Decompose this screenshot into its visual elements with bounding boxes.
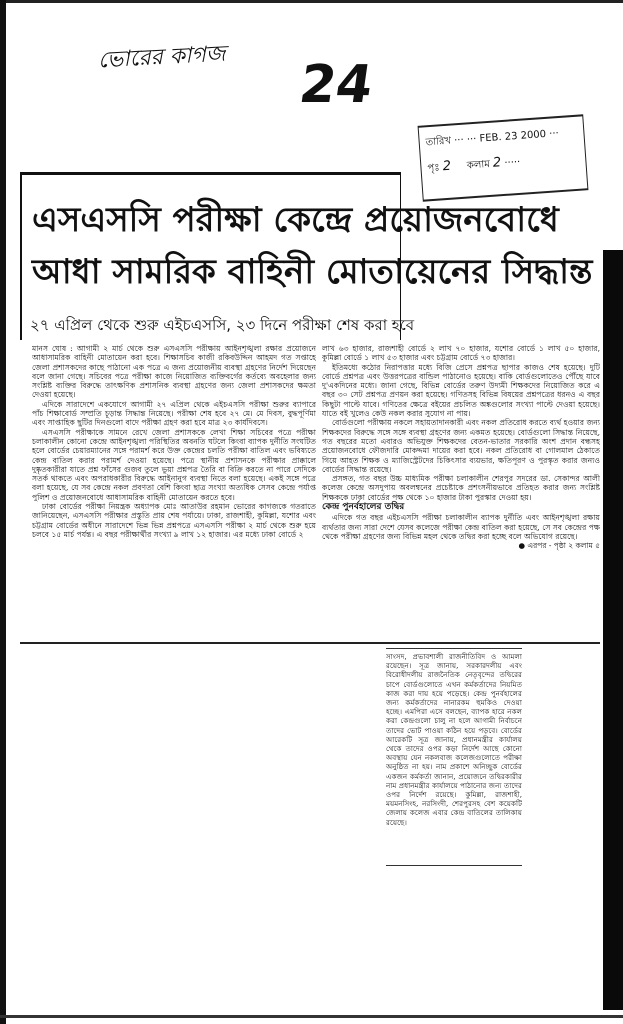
stamp-column-value: 2 bbox=[492, 155, 502, 171]
paragraph: বোর্ডগুলো পরীক্ষায় নকলে সহায়তাদানকারী এবং নকল প্রতিরোধ করতে ব্যর্থ হওয়ার জন্য শিক্ষকদের বিরুদ্ধে সঙ্গে সঙ্গে ব্যবস্থা গ্রহণের জন্য একমত হয়েছে। বোর্ডগুলো সিদ্ধান্ত নিয়েছে, গত বছরের মতো এবারও অভিযুক্ত শিক্ষকদের বেতন-ভাতার সরকারি অংশ প্রদান বন্ধসহ প্রয়োজনবোধে ফৌজদারি মোকদ্দমা দায়ের করা হবে। নকল প্রতিরোধ বা গোলমাল ঠেকাতে গিয়ে আহত শিক্ষক ও ম্যাজিস্ট্রেটদের চিকিৎসার ব্যয়ভার, ক্ষতিপূরণ ও পুরস্কৃত করার জন্যও বোর্ডের সিদ্ধান্ত রয়েছে। bbox=[322, 418, 600, 474]
date-stamp: তারিখ ··· ··· FEB. 23 2000 ··· পৃঃ 2 কলাম 2 ····· bbox=[418, 114, 589, 201]
subheadline: ২৭ এপ্রিল থেকে শুরু এইচএসসি, ২৩ দিনে পরীক্ষা শেষ করা হবে bbox=[30, 316, 415, 334]
clipping-bottom-rule bbox=[20, 642, 600, 644]
stamp-page-label: পৃঃ bbox=[427, 162, 441, 175]
scan-border-top bbox=[0, 0, 623, 3]
scan-border-right bbox=[603, 250, 623, 1010]
continued-on-note: ● এরপর - পৃষ্ঠা ২ কলাম ৫ bbox=[518, 541, 600, 551]
paragraph: প্রসঙ্গত, গত বছর উচ্চ মাধ্যমিক পরীক্ষা চলাকালীন শেরপুর সদরের ডা. সেকান্দর আলী কলেজ কেন্দ্রে অসদুপায় অবলম্বনের প্রচেষ্টাকে প্রশংসনীয়ভাবে প্রতিহত করার জন্য সংশ্লিষ্ট শিক্ষককে ঢাকা বোর্ডের পক্ষ থেকে ১০ হাজার টাকা পুরস্কার দেওয়া হয়। bbox=[322, 474, 600, 502]
article-clipping bbox=[20, 172, 600, 647]
paragraph: ঢাকা বোর্ডের পরীক্ষা নিয়ন্ত্রক অধ্যাপক মোঃ আতাউর রহমান ভোরের কাগজকে গতরাতে জানিয়েছেন, এসএসসি পরীক্ষার প্রস্তুতি প্রায় শেষ পর্যায়ে। ঢাকা, রাজশাহী, কুমিল্লা, যশোর এবং চট্টগ্রাম বোর্ডের অধীনে সারাদেশে ভিন্ন ভিন্ন প্রশ্নপত্রে এসএসসি পরীক্ষা ২ মার্চ থেকে শুরু হয়ে চলবে ১৫ মার্চ পর্যন্ত। এ বছর পরীক্ষার্থীর সংখ্যা ৯ লাখ ১২ হাজার। এর মধ্যে ঢাকা বোর্ডে ২ bbox=[32, 502, 316, 539]
scan-border-left bbox=[0, 0, 6, 1024]
paragraph: মানস ঘোষ : আগামী ২ মার্চ থেকে শুরু এসএসসি পরীক্ষায় আইনশৃঙ্খলা রক্ষার প্রয়োজনে আধাসামরিক বাহিনী মোতায়েন করা হবে। শিক্ষাসচিব কাজী রকিবউদ্দিন আহমদ গত সপ্তাহে জেলা প্রশাসকদের কাছে পাঠানো এক পত্রে এ জন্য প্রয়োজনীয় ব্যবস্থা গ্রহণের নির্দেশ দিয়েছেন বলে জানা গেছে। সচিবের পত্রে পরীক্ষা কাজে নিয়োজিত ব্যক্তিবর্গের কর্তব্যে অবহেলার জন্য সংশ্লিষ্ট ব্যক্তির বিরুদ্ধে তাৎক্ষণিক প্রশাসনিক ব্যবস্থা গ্রহণের জন্য জেলা প্রশাসকদের ক্ষমতা দেওয়া হয়েছে। bbox=[32, 344, 316, 400]
paragraph: সাংসদ, প্রভাবশালী রাজনীতিবিদ ও আমলা রয়েছেন। সূত্র জানায়, সরকারদলীয় এবং বিরোধীদলীয় রাজনৈতিক নেতৃবৃন্দের তদ্বিরের চাপে বোর্ডগুলোতে এখন কর্মকর্তাদের নিয়মিত কাজ করা দায় হয়ে পড়েছে। কেন্দ্র পুনর্বহালের জন্য কর্মকর্তাদের নানারকম হুমকিও দেওয়া হচ্ছে। এমপিরা এসে বলছেন, ব্যাপক হারে নকল করা কেন্দ্রগুলো চালু না হলে আগামী নির্বাচনে তাদের ভোট পাওয়া কঠিন হয়ে পড়বে। বোর্ডের আরেকটি সূত্র জানায়, প্রধানমন্ত্রীর কার্যালয় থেকে তাদের ওপর কড়া নির্দেশ আছে কোনো অবস্থায় যেন নকলবাজ কলেজগুলোতে পরীক্ষা অনুষ্ঠিত না হয়। নাম প্রকাশে অনিচ্ছুক বোর্ডের একজন কর্মকর্তা জানান, প্রয়োজনে তদ্বিরকারীর নাম প্রধানমন্ত্রীর কার্যালয়ে পাঠানোর জন্য তাদের ওপর নির্দেশ রয়েছে। কুমিল্লা, রাজশাহী, ময়মনসিংহ, নরসিংদী, শেরপুরসহ বেশ কয়েকটি জেলায় কলেজ এবার কেন্দ্র বাতিলের তালিকায় রয়েছে। bbox=[386, 652, 522, 827]
section-heading: কেন্দ্র পুনর্বহালের তদ্বির bbox=[322, 502, 405, 513]
stamp-date-label: তারিখ bbox=[425, 135, 452, 149]
paragraph: লাখ ৬৩ হাজার, রাজশাহী বোর্ডে ২ লাখ ৭০ হাজার, যশোর বোর্ডে ১ লাখ ৫০ হাজার, কুমিল্লা বোর্ডে ১ লাখ ৫৩ হাজার এবং চট্টগ্রাম বোর্ডে ৭৩ হাজার। bbox=[322, 344, 600, 363]
paragraph: এদিকে গত বছর এইচএসসি পরীক্ষা চলাকালীন ব্যাপক দুর্নীতি এবং আইনশৃঙ্খলা রক্ষায় ব্যর্থতার জন্য সারা দেশে যেসব কলেজে পরীক্ষা কেন্দ্র বাতিল করা হয়েছে, সে সব কেন্দ্রের পক্ষ থেকে পরীক্ষা গ্রহণের জন্য বিভিন্ন মহল থেকে তদ্বির করা হচ্ছে বলে অভিযোগ রয়েছে। bbox=[322, 513, 600, 541]
handwritten-newspaper-name: ভোরের কাগজ bbox=[97, 41, 227, 74]
paragraph: এদিকে সারাদেশে একযোগে আগামী ২৭ এপ্রিল থেকে এইচএসসি পরীক্ষা শুরুর ব্যাপারে পাঁচ শিক্ষাবোর্ড সম্প্রতি চূড়ান্ত সিদ্ধান্ত নিয়েছে। পরীক্ষা শেষ হবে ২৭ মে। মে দিবস, বুদ্ধপূর্ণিমা এবং সাপ্তাহিক ছুটির দিনগুলো বাদে পরীক্ষা গ্রহণ করা হবে মাত্র ২৩ কার্যদিবসে। bbox=[32, 399, 316, 428]
paragraph: ইতিমধ্যে কঠোর নিরাপত্তার মধ্যে বিজি প্রেসে প্রশ্নপত্র ছাপার কাজও শেষ হয়েছে। দুটি বোর্ডে প্রশ্নপত্র এবং উত্তরপত্রের বান্ডিল পাঠানোও হয়েছে। বাকি বোর্ডগুলোতেও পৌঁছে যাবে দু'একদিনের মধ্যে। জানা গেছে, বিভিন্ন বোর্ডের তরুণ উদ্যমী শিক্ষকদের নিয়োজিত করে এ বছর ৩০ সেট প্রশ্নপত্র প্রণয়ন করা হয়েছে। গণিতসহ বিভিন্ন বিষয়ের প্রশ্নপত্রের ধরনও এ বছর কিছুটা পাল্টে যাবে। গণিতের ক্ষেত্রে বইয়ের প্রচলিত অঙ্কগুলোর সংখ্যা পাল্টে দেওয়া হয়েছে। যাতে বই খুলেও কেউ নকল করার সুযোগ না পায়। bbox=[322, 362, 600, 419]
article-column-right bbox=[322, 344, 600, 642]
article-column-left bbox=[32, 344, 316, 642]
paragraph: এসএসসি পরীক্ষাকে সামনে রেখে জেলা প্রশাসককে লেখা শিক্ষা সচিবের পত্রে পরীক্ষা চলাকালীন কোনো কেন্দ্রে আইনশৃঙ্খলা পরিস্থিতির অবনতি ঘটলে কিংবা ব্যাপক দুর্নীতি সংঘটিত হলে বোর্ডের চেয়ারম্যানের সঙ্গে পরামর্শ করে উক্ত কেন্দ্রের চলতি পরীক্ষা বাতিল এবং ভবিষ্যতে কেন্দ্র বাতিল করার পরামর্শ দেওয়া হয়েছে। পত্রে স্থানীয় প্রশাসনকে পরীক্ষার প্রাক্কালে দুষ্কৃতকারীরা যাতে প্রশ্ন ফাঁসের গুজব তুলে ভুয়া প্রশ্নপত্র তৈরি বা বিক্রি করতে না পারে সেদিকে সতর্ক থাকতে এবং অপরাধকারীর বিরুদ্ধে আইনানুগ ব্যবস্থা নিতে বলা হয়েছে। একই সঙ্গে পত্রে বলা হয়েছে, যে সব কেন্দ্রে নকল প্রবণতা বেশি কিংবা ছাত্র সংখ্যা অত্যধিক সেসব কেন্দ্রে পর্যাপ্ত পুলিশ ও প্রয়োজনবোধে আধাসামরিক বাহিনী মোতায়েন করতে হবে। bbox=[32, 427, 316, 502]
stamp-date-value: FEB. 23 2000 bbox=[479, 128, 547, 145]
stamp-page-value: 2 bbox=[442, 158, 452, 175]
scan-border-bottom bbox=[0, 1015, 623, 1018]
continuation-clipping bbox=[386, 648, 522, 866]
stamp-column-label: কলাম bbox=[466, 158, 491, 172]
headline-line-1: এসএসসি পরীক্ষা কেন্দ্রে প্রয়োজনবোধে bbox=[32, 200, 559, 240]
headline-line-2: আধা সামরিক বাহিনী মোতায়েনের সিদ্ধান্ত bbox=[32, 252, 593, 292]
handwritten-page-number: 24 bbox=[295, 55, 377, 115]
